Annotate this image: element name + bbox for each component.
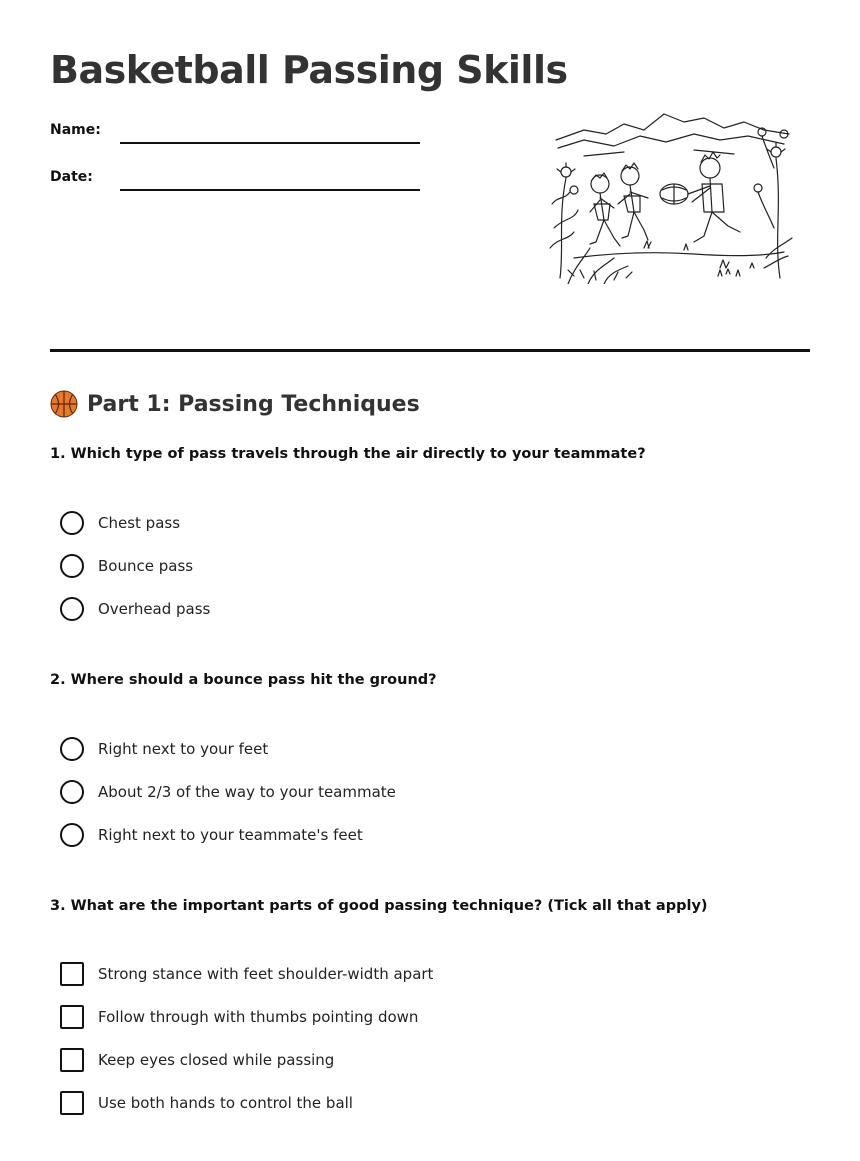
- option-label: Overhead pass: [98, 600, 211, 618]
- question-2-option-3[interactable]: [60, 822, 363, 848]
- radio-button[interactable]: [60, 780, 84, 804]
- date-label: Date:: [50, 169, 93, 185]
- option-label: Strong stance with feet shoulder-width apart: [98, 965, 434, 983]
- name-answer-line[interactable]: [120, 142, 420, 144]
- question-2-option-2[interactable]: [60, 779, 396, 805]
- question-3-option-3[interactable]: [60, 1047, 334, 1073]
- checkbox[interactable]: [60, 1005, 84, 1029]
- question-1-option-2[interactable]: [60, 553, 193, 579]
- basketball-icon: [50, 390, 78, 418]
- radio-button[interactable]: [60, 554, 84, 578]
- radio-button[interactable]: [60, 511, 84, 535]
- question-1-option-1[interactable]: [60, 510, 180, 536]
- option-label: About 2/3 of the way to your teammate: [98, 783, 396, 801]
- worksheet-title: Basketball Passing Skills: [50, 48, 568, 92]
- option-label: Keep eyes closed while passing: [98, 1051, 335, 1069]
- date-answer-line[interactable]: [120, 189, 420, 191]
- section-1-title: Part 1: Passing Techniques: [87, 391, 420, 417]
- option-label: Use both hands to control the ball: [98, 1094, 353, 1112]
- section-1-heading: [50, 388, 420, 420]
- name-field: [50, 122, 420, 146]
- question-3-option-2[interactable]: [60, 1004, 418, 1030]
- radio-button[interactable]: [60, 597, 84, 621]
- radio-button[interactable]: [60, 737, 84, 761]
- question-3-option-4[interactable]: [60, 1090, 353, 1116]
- option-label: Right next to your teammate's feet: [98, 826, 363, 844]
- question-3-text: 3. What are the important parts of good passing technique? (Tick all that apply): [50, 898, 708, 914]
- name-label: Name:: [50, 122, 101, 138]
- checkbox[interactable]: [60, 1048, 84, 1072]
- option-label: Bounce pass: [98, 557, 194, 575]
- section-divider: [50, 349, 810, 352]
- question-3-option-1[interactable]: [60, 961, 433, 987]
- checkbox[interactable]: [60, 962, 84, 986]
- children-playing-illustration: [544, 108, 796, 284]
- option-label: Follow through with thumbs pointing down: [98, 1008, 419, 1026]
- question-2-text: 2. Where should a bounce pass hit the ground?: [50, 672, 437, 688]
- date-field: [50, 169, 420, 193]
- question-1-option-3[interactable]: [60, 596, 210, 622]
- radio-button[interactable]: [60, 823, 84, 847]
- question-1-text: 1. Which type of pass travels through the air directly to your teammate?: [50, 446, 646, 462]
- checkbox[interactable]: [60, 1091, 84, 1115]
- option-label: Right next to your feet: [98, 740, 269, 758]
- question-2-option-1[interactable]: [60, 736, 268, 762]
- option-label: Chest pass: [98, 514, 181, 532]
